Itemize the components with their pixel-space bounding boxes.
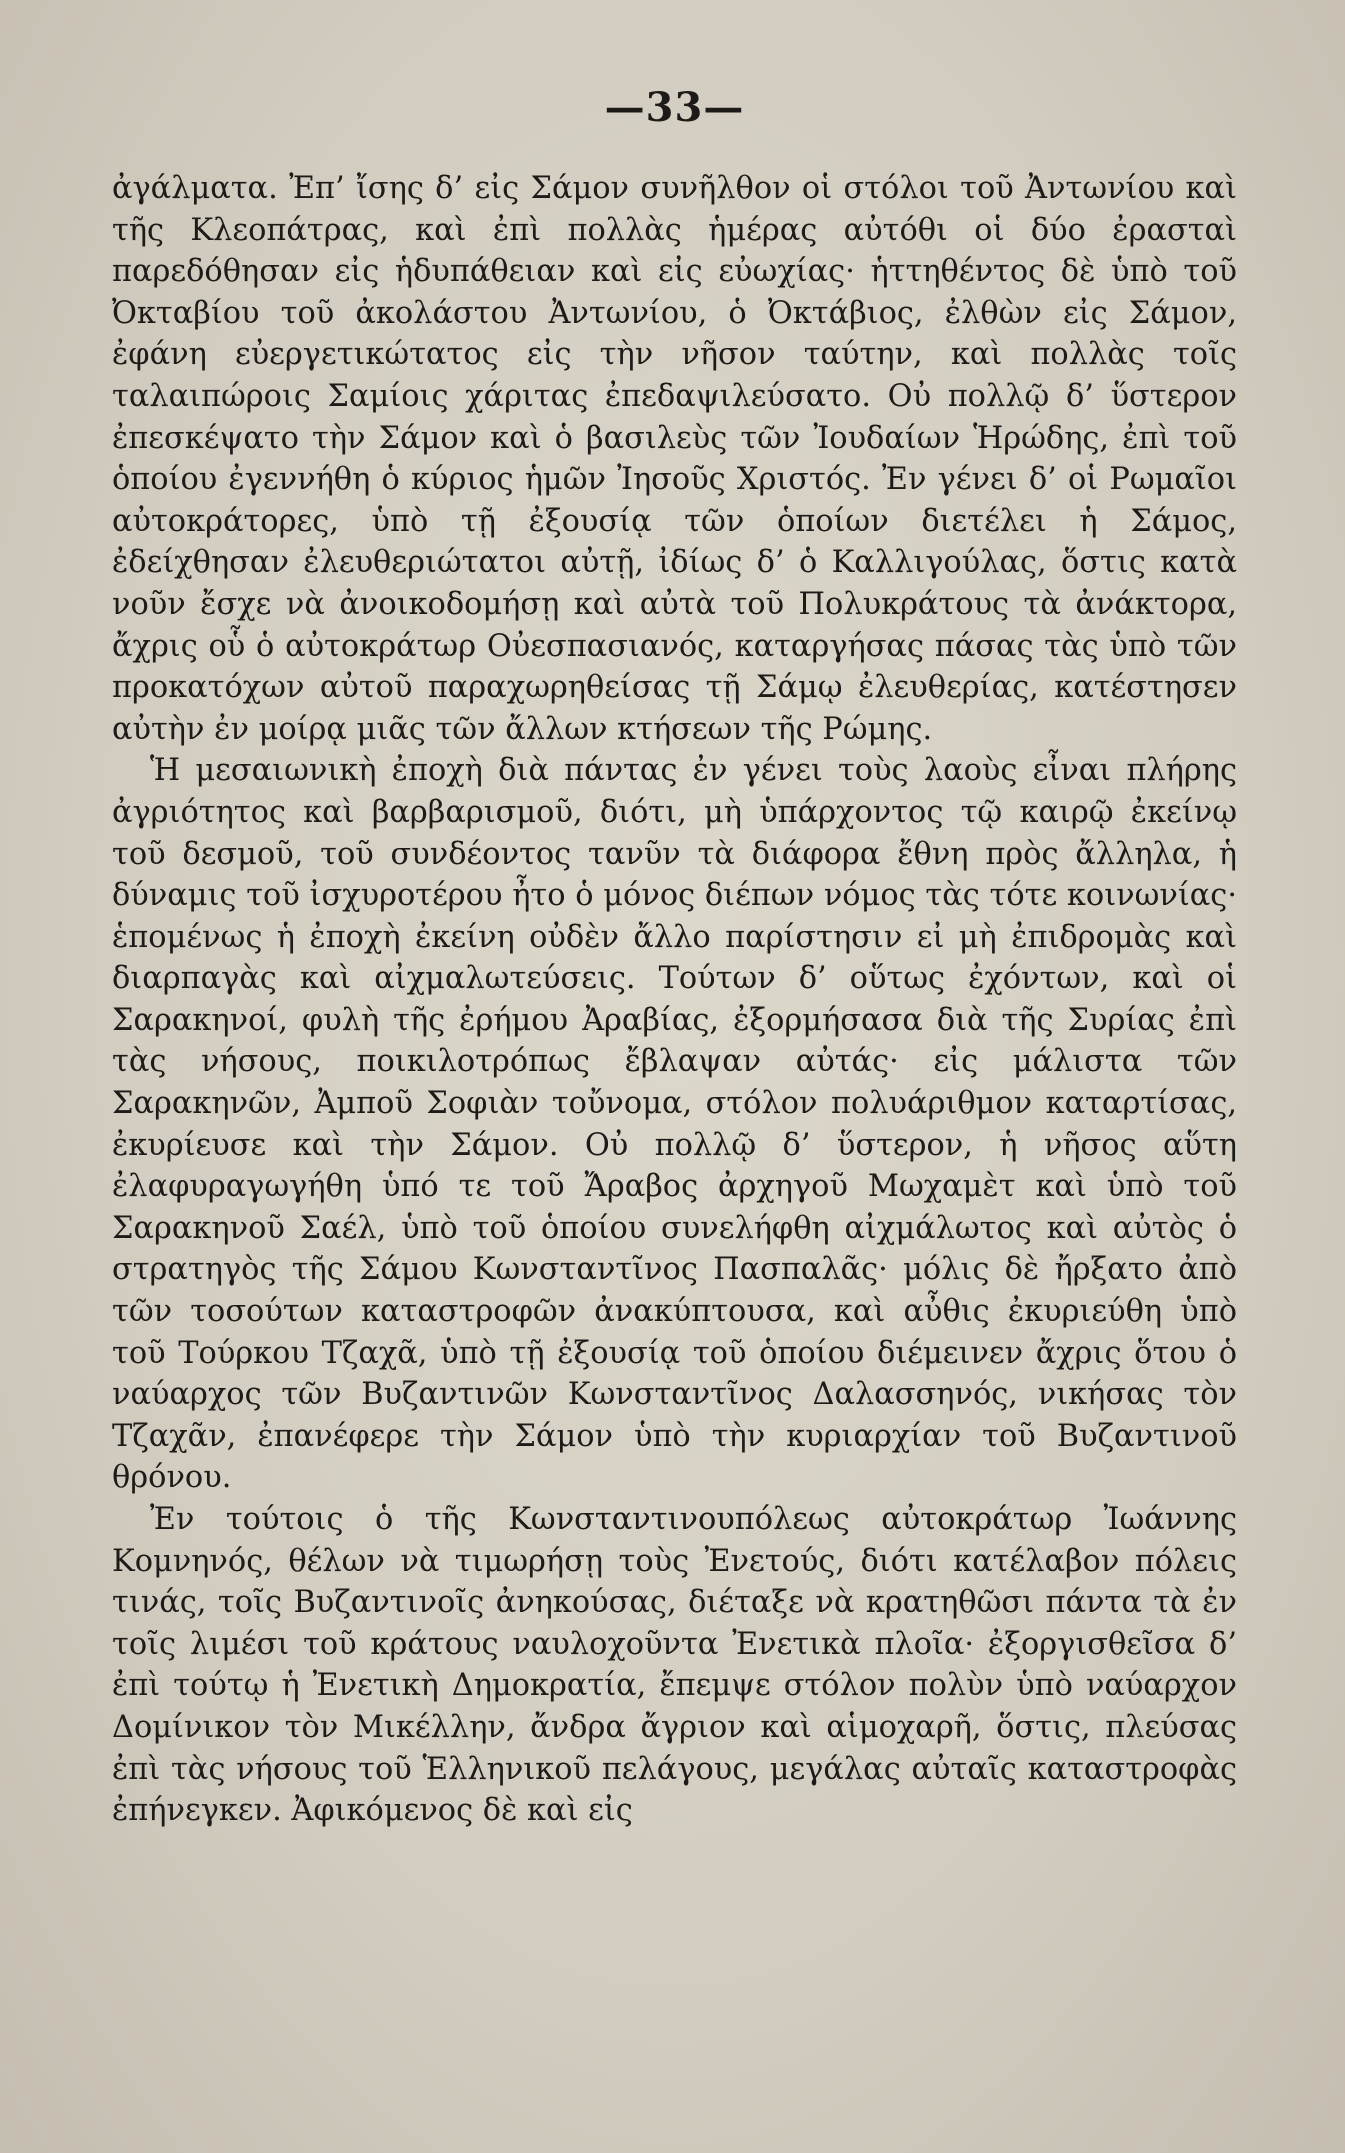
- page-number: —33—: [604, 84, 745, 131]
- paragraph-1: ἀγάλματα. Ἐπ’ ἴσης δ’ εἰς Σάμον συνῆλθον οἱ στόλοι τοῦ Ἀντωνίου καὶ τῆς Κλεοπάτρας, καὶ ἐπὶ πολλὰς ἡμέρας αὐτόθι οἱ δύο ἐρασταὶ παρεδόθησαν εἰς ἡδυπάθειαν καὶ εἰς εὐωχίας· ἡττηθέντος δὲ ὑπὸ τοῦ Ὀκταβίου τοῦ ἀκολάστου Ἀντωνίου, ὁ Ὀκτάβιος, ἐλθὼν εἰς Σάμον, ἐφάνη εὐεργετικώτατος εἰς τὴν νῆσον ταύτην, καὶ πολλὰς τοῖς ταλαιπώροις Σαμίοις χάριτας ἐπεδαψιλεύσατο. Οὐ πολλῷ δ’ ὕστερον ἐπεσκέψατο τὴν Σάμον καὶ ὁ βασιλεὺς τῶν Ἰουδαίων Ἡρώδης, ἐπὶ τοῦ ὁποίου ἐγεννήθη ὁ κύριος ἡμῶν Ἰησοῦς Χριστός. Ἐν γένει δ’ οἱ Ρωμαῖοι αὐτοκράτορες, ὑπὸ τῇ ἐξουσίᾳ τῶν ὁποίων διετέλει ἡ Σάμος, ἐδείχθησαν ἐλευθεριώτατοι αὐτῇ, ἰδίως δ’ ὁ Καλλιγούλας, ὅστις κατὰ νοῦν ἔσχε νὰ ἀνοικοδομήσῃ καὶ αὐτὰ τοῦ Πολυκράτους τὰ ἀνάκτορα, ἄχρις οὗ ὁ αὐτοκράτωρ Οὐεσπασιανός, καταργήσας πάσας τὰς ὑπὸ τῶν προκατόχων αὐτοῦ παραχωρηθείσας τῇ Σάμῳ ἐλευθερίας, κατέστησεν αὐτὴν ἐν μοίρᾳ μιᾶς τῶν ἄλλων κτήσεων τῆς Ρώμης.: [112, 171, 1237, 747]
- paragraph-2: Ἡ μεσαιωνικὴ ἐποχὴ διὰ πάντας ἐν γένει τοὺς λαοὺς εἶναι πλήρης ἀγριότητος καὶ βαρβαρισμοῦ, διότι, μὴ ὑπάρχοντος τῷ καιρῷ ἐκείνῳ τοῦ δεσμοῦ, τοῦ συνδέοντος τανῦν τὰ διάφορα ἔθνη πρὸς ἄλληλα, ἡ δύναμις τοῦ ἰσχυροτέρου ἦτο ὁ μόνος διέπων νόμος τὰς τότε κοινωνίας· ἑπομένως ἡ ἐποχὴ ἐκείνη οὐδὲν ἄλλο παρίστησιν εἰ μὴ ἐπιδρομὰς καὶ διαρπαγὰς καὶ αἰχμαλωτεύσεις. Τούτων δ’ οὕτως ἐχόντων, καὶ οἱ Σαρακηνοί, φυλὴ τῆς ἐρήμου Ἀραβίας, ἐξορμήσασα διὰ τῆς Συρίας ἐπὶ τὰς νήσους, ποικιλοτρόπως ἔβλαψαν αὐτάς· εἰς μάλιστα τῶν Σαρακηνῶν, Ἀμποῦ Σοφιὰν τοὔνομα, στόλον πολυάριθμον καταρτίσας, ἐκυρίευσε καὶ τὴν Σάμον. Οὐ πολλῷ δ’ ὕστερον, ἡ νῆσος αὕτη ἐλαφυραγωγήθη ὑπό τε τοῦ Ἄραβος ἀρχηγοῦ Μωχαμὲτ καὶ ὑπὸ τοῦ Σαρακηνοῦ Σαέλ, ὑπὸ τοῦ ὁποίου συνελήφθη αἰχμάλωτος καὶ αὐτὸς ὁ στρατηγὸς τῆς Σάμου Κωνσταντῖνος Πασπαλᾶς· μόλις δὲ ἤρξατο ἀπὸ τῶν τοσούτων καταστροφῶν ἀνακύπτουσα, καὶ αὖθις ἐκυριεύθη ὑπὸ τοῦ Τούρκου Τζαχᾶ, ὑπὸ τῇ ἐξουσίᾳ τοῦ ὁποίου διέμεινεν ἄχρις ὅτου ὁ ναύαρχος τῶν Βυζαντινῶν Κωνσταντῖνος Δαλασσηνός, νικήσας τὸν Τζαχᾶν, ἐπανέφερε τὴν Σάμον ὑπὸ τὴν κυριαρχίαν τοῦ Βυζαντινοῦ θρόνου.: [112, 753, 1237, 1496]
- body-text: [112, 168, 1237, 1832]
- paragraph-3: Ἐν τούτοις ὁ τῆς Κωνσταντινουπόλεως αὐτοκράτωρ Ἰωάννης Κομνηνός, θέλων νὰ τιμωρήσῃ τοὺς Ἐνετούς, διότι κατέλαβον πόλεις τινάς, τοῖς Βυζαντινοῖς ἀνηκούσας, διέταξε νὰ κρατηθῶσι πάντα τὰ ἐν τοῖς λιμέσι τοῦ κράτους ναυλοχοῦντα Ἐνετικὰ πλοῖα· ἐξοργισθεῖσα δ’ ἐπὶ τούτῳ ἡ Ἐνετικὴ Δημοκρατία, ἔπεμψε στόλον πολὺν ὑπὸ ναύαρχον Δομίνικον τὸν Μικέλλην, ἄνδρα ἄγριον καὶ αἱμοχαρῆ, ὅστις, πλεύσας ἐπὶ τὰς νήσους τοῦ Ἑλληνικοῦ πελάγους, μεγάλας αὐταῖς καταστροφὰς ἐπήνεγκεν. Ἀφικόμενος δὲ καὶ εἰς: [112, 1502, 1237, 1829]
